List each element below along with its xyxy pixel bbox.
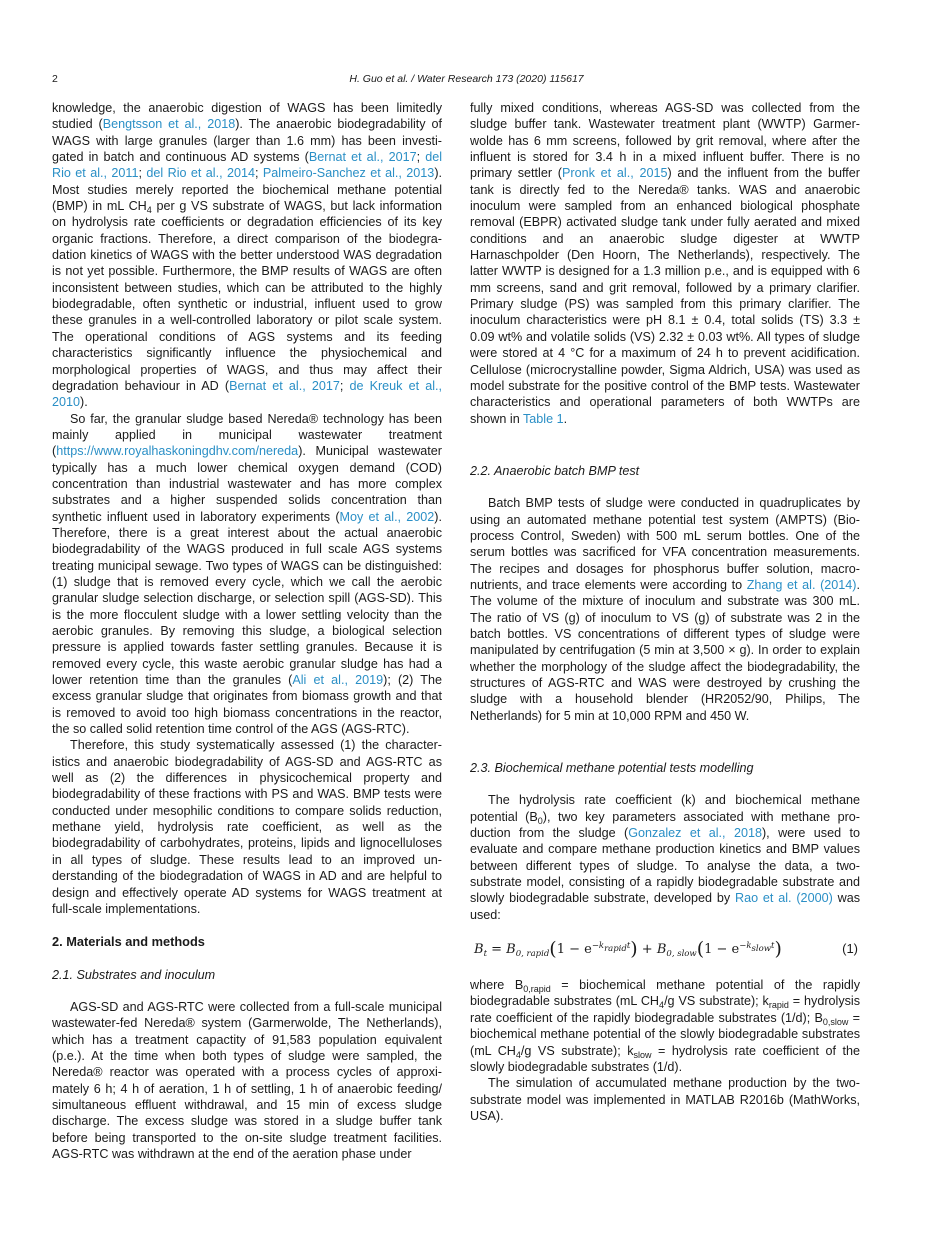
equation-body: $B_t = B_{0, rapid}(1 - e^{-k_{rapid}t}) + B_{0, slow}(1 - e^{-k_{slow}t})$	[474, 938, 782, 961]
subsection-heading-substrates: 2.1. Substrates and inoculum	[52, 967, 216, 982]
url-link[interactable]: https://www.royalhaskoningdhv.com/nereda	[56, 444, 299, 459]
page-number: 2	[52, 73, 58, 85]
citation-link[interactable]: del Rio et al., 2011	[52, 150, 442, 181]
equation-number: (1)	[842, 941, 858, 957]
section-heading-materials-methods: 2. Materials and methods	[52, 934, 205, 950]
equation-two-substrate-model	[470, 931, 860, 971]
paragraph-modelling: The hydrolysis rate coefficient (k) and biochemical methane potential $(B_0)$, two key parameters associated with methane production from the sludge (Gonzalez et al., 2018), were used to evaluate and compare methane production kinetics and BMP values between different types of sludge. To analyse the data, a two-substrate model, consisting of a rapidly biodegradable substrate and slowly biodegradable substrate, developed by Rao et al. (2000) was used:	[470, 793, 861, 922]
citation-link[interactable]: Rao et al. (2000)	[734, 891, 833, 906]
paragraph-nereda: So far, the granular sludge based Nereda® technology has been mainly applied in municipal wastewater treatment (https://www.royalhaskoningdhv.com/nereda). Municipal wastewater typically has a much lower chemical oxygen demand (COD) concentration than industrial wastewater and has more complex substrates and a higher suspended solids concentration than synthetic influent used in laboratory experiments (Moy et al., 2002). Therefore, there is a great interest about the actual anaerobic biodegradability of the WAGS produced in full scale AGS systems treating municipal sewage. Two types of WAGS can be distinguished: (1) sludge that is removed every cycle, which we call the aerobic granular sludge selection discharge, or selection spill (AGS-SD). This is the more flocculent sludge with a lower settling velocity than the aerobic granules. By removing this sludge, a biological selection pressure is applied towards faster settling granules. Because it is removed every cycle, this waste aerobic granular sludge has had a lower retention time than the granules (Ali et al., 2019); (2) The excess granular sludge that originates from biomass growth and that is removed to avoid too high biomass concentrations in the reactor, the so called solid retention time control of the AGS (AGS-RTC).	[52, 411, 442, 737]
subsection-heading-bmp-modelling: 2.3. Biochemical methane potential tests modelling	[470, 761, 754, 776]
left-column	[52, 100, 442, 1162]
citation-link[interactable]: de Kreuk et al., 2010	[52, 378, 442, 410]
journal-reference: H. Guo et al. / Water Research 173 (2020) 115617	[349, 73, 584, 85]
citation-link[interactable]: del Rio et al., 2014	[146, 166, 255, 181]
citation-link[interactable]: Bernat et al., 2017	[308, 150, 417, 165]
right-column	[470, 100, 860, 1124]
citation-link[interactable]: Pronk et al., 2015	[561, 166, 668, 181]
paragraph-substrates-continuation: fully mixed conditions, whereas AGS-SD was collected from the sludge buffer tank. Wastewater treatment plant (WWTP) Garmerwolde has 6 mm screens, followed by grit removal, where after the influent is stored for 3.4 h in a mixed influent buffer. There is no primary settler (Pronk et al., 2015) and the influent from the buffer tank is directly fed to the Nereda® tanks. WAS and anaerobic inoculum were sampled from an enhanced biological phosphate removal (EBPR) activated sludge tank under fully aerated and mixed conditions and an anaerobic sludge digester at WWTP Harnaschpolder (Den Hoorn, The Netherlands), respectively. The latter WWTP is designed for a 1.3 million p.e., and is equipped with 6 mm screens, sand and grit removal, followed by a primary clarifier. Primary sludge (PS) was sampled from this primary clarifier. The inoculum characteristics were pH 8.1 ± 0.4, total solids (TS) 3.3 ± 0.09 wt% and volatile solids (VS) 2.32 ± 0.03 wt%. All types of sludge were stored at 4 °C for a maximum of 24 h to prevent acidification. Cellulose (microcrystalline powder, Sigma Aldrich, USA) was used as model substrate for the positive control of the BMP tests. Wastewater characteristics and operational parameters of both WWTPs are shown in Table 1.	[470, 101, 860, 426]
citation-link[interactable]: Moy et al., 2002	[339, 509, 435, 524]
citation-link[interactable]: Ali et al., 2019	[292, 673, 384, 688]
running-head	[52, 73, 881, 87]
paragraph-intro-continuation: knowledge, the anaerobic digestion of WAGS has been limitedly studied (Bengtsson et al., 2018). The anaerobic biodegradability of WAGS with large granules (larger than 1.6 mm) has been investigated in batch and continuous AD systems (Bernat et al., 2017; del Rio et al., 2011; del Rio et al., 2014; Palmeiro-Sanchez et al., 2013). Most studies merely reported the biochemical methane potential (BMP) in mL $CH_4$ per g VS substrate of WAGS, but lack information on hydrolysis rate coefficients or degradation efficiencies of its key organic fractions. Therefore, a direct comparison of the biodegradation kinetics of WAGS with the better understood WAS degradation is not yet possible. Furthermore, the BMP results of WAGS are often inconsistent between studies, which can be attributed to the highly biodegradable, often synthetic or industrial, influent used to grow these granules in a well-controlled laboratory or pilot scale system. The operational conditions of AGS systems and its feeding characteristics significantly influence the physiochemical and morphological properties of WAGS, and thus may affect their degradation behaviour in AD (Bernat et al., 2017; de Kreuk et al., 2010).	[52, 101, 443, 410]
paragraph-bmp-test: Batch BMP tests of sludge were conducted in quadruplicates by using an automated methane potential test system (AMPTS) (Bioprocess Control, Sweden) with 500 mL serum bottles. One of the serum bottles was sacrificed for VFA concentration measurements. The recipes and dosages for phosphorus buffer solution, macronutrients, and trace elements were according to Zhang et al. (2014). The volume of the mixture of inoculum and substrate was 300 mL. The ratio of VS (g) of inoculum to VS (g) of substrate was 2 in the batch bottles. VS concentrations of different types of sludge were manipulated by centrifugation (5 min at 3,500 × g). In order to explain whether the morphology of the sludge affect the biodegradability, the structures of AGS-RTC and WAS were destroyed by crushing the sludge with a household blender (HR2052/90, Philips, The Netherlands) for 5 min at 10,000 RPM and 450 W.	[470, 496, 860, 723]
citation-link[interactable]: Bernat et al., 2017	[229, 378, 340, 393]
citation-link[interactable]: Gonzalez et al., 2018	[628, 826, 762, 841]
paragraph-equation-definitions: where $B_{0,rapid}$ = biochemical methane potential of the rapidly biodegradable substrates (mL $CH_4/g$ VS substrate); $k_{rapid}$ = hydrolysis rate coefficient of the rapidly biodegradable substrates (1/d); $B_{0,slow}$ = biochemical methane potential of the slowly biodegradable substrates (mL $CH_4/g$ VS substrate); $k_{slow}$ = hydrolysis rate coefficient of the slowly biodegradable substrates (1/d).	[470, 978, 861, 1074]
table-link[interactable]: Table 1	[522, 411, 564, 426]
paragraph-study-aim: Therefore, this study systematically assessed (1) the characteristics and anaerobic biodegradability of AGS-SD and AGS-RTC as well as (2) the differences in physicochemical property and biodegradability of these fractions with PS and WAS. BMP tests were conducted under mesophilic conditions to compare solids reduction, methane yield, hydrolysis rate coefficient, as well as the biodegradability of carbohydrates, proteins, lipids and lignocelluloses in all types of sludge. These results lead to an improved understanding of the biodegradation of WAGS in AD and are helpful to design and effectively operate AD systems for WAGS treatment at full-scale implementations.	[52, 738, 442, 916]
paragraph-matlab-simulation: The simulation of accumulated methane production by the two-substrate model was implemented in MATLAB R2016b (MathWorks, USA).	[470, 1076, 860, 1123]
citation-link[interactable]: Palmeiro-Sanchez et al., 2013	[262, 166, 435, 181]
citation-link[interactable]: Zhang et al. (2014)	[746, 577, 857, 592]
subsection-heading-bmp-test: 2.2. Anaerobic batch BMP test	[470, 463, 640, 478]
citation-link[interactable]: Bengtsson et al., 2018	[102, 117, 236, 132]
paragraph-substrates: AGS-SD and AGS-RTC were collected from a full-scale municipal wastewater-fed Nereda® system (Garmerwolde, The Netherlands), which has a treatment capactity of 91,583 population equivalent (p.e.). At the time when both types of sludge were sampled, the Nereda® reactor was operated with a process cycles of approximately 6 h; 4 h of aeration, 1 h of settling, 1 h of anaerobic feeding/ simultaneous effluent withdrawal, and 15 min of excess sludge discharge. The excess sludge was stored in a sludge buffer tank before being transported to the on-site sludge treatment facilities. AGS-RTC was withdrawn at the end of the aeration phase under	[52, 999, 442, 1161]
